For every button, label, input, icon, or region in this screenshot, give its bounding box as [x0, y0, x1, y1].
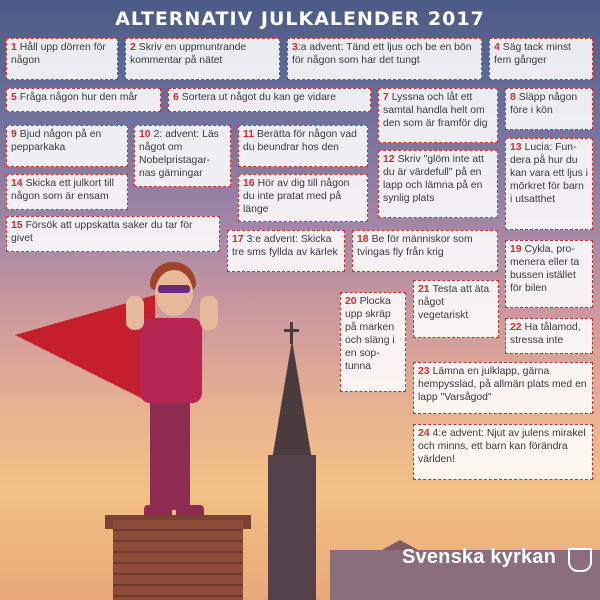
entry-text: Skriv en uppmuntrande kommentar på nätet — [130, 42, 247, 66]
entry-number: 7 — [383, 92, 389, 103]
calendar-entry-10 — [134, 125, 231, 187]
entry-number: 16 — [243, 178, 255, 189]
calendar-entry-2 — [125, 38, 280, 80]
entry-number: 14 — [11, 178, 23, 189]
entry-text: Släpp någon före i kön — [510, 92, 578, 116]
calendar-entry-22 — [505, 318, 593, 354]
entry-text: Plocka upp skräp på marken och släng i en sop-tunna — [345, 296, 395, 372]
entry-number: 10 — [139, 129, 151, 140]
calendar-entry-1 — [6, 38, 118, 80]
entry-text: :a advent: Tänd ett ljus och be en bön för någon som har det tungt — [292, 42, 472, 66]
calendar-entry-7 — [378, 88, 498, 143]
church-tower — [268, 455, 316, 600]
entry-number: 2 — [130, 42, 136, 53]
entry-text: Be för människor som tvingas fly från krig — [357, 234, 473, 258]
calendar-entry-3 — [287, 38, 482, 80]
entry-number: 3 — [292, 42, 298, 53]
entry-text: Skicka ett julkort till någon som är ensam — [11, 178, 114, 202]
church-spire — [272, 340, 312, 460]
entry-text: Säg tack minst fem gånger — [494, 42, 571, 66]
entry-number: 24 — [418, 428, 430, 439]
calendar-entry-20 — [340, 292, 406, 392]
calendar-entry-11 — [238, 125, 368, 167]
calendar-entry-23 — [413, 362, 593, 414]
calendar-entry-12 — [378, 150, 498, 218]
calendar-entry-21 — [413, 280, 499, 338]
girl-head — [155, 270, 193, 316]
logo-text: Svenska kyrkan — [402, 546, 557, 568]
girl-arm-left — [126, 296, 144, 330]
entry-number: 17 — [232, 234, 244, 245]
church-cross-horizontal — [284, 329, 299, 332]
entry-number: 15 — [11, 220, 23, 231]
entry-text: Fråga någon hur den mår — [19, 92, 138, 103]
entry-number: 18 — [357, 234, 369, 245]
entry-number: 21 — [418, 284, 430, 295]
entry-number: 22 — [510, 322, 522, 333]
entry-text: 2: advent: Läs något om Nobelpristagar-nas gärningar — [139, 129, 219, 179]
girl-legs — [150, 395, 190, 510]
entry-number: 6 — [173, 92, 179, 103]
entry-text: Skriv "glöm inte att du är värdefull" på en lapp och lämna på en synlig plats — [383, 154, 484, 204]
church-shield-icon — [568, 548, 592, 572]
calendar-entry-16 — [238, 174, 368, 222]
entry-text: Cykla, pro-menera eller ta bussen istället för bilen — [510, 244, 580, 294]
entry-number: 19 — [510, 244, 522, 255]
entry-text: Testa att äta något vegetariskt — [418, 284, 490, 321]
entry-number: 11 — [243, 129, 254, 140]
calendar-entry-13 — [505, 138, 593, 230]
calendar-entry-19 — [505, 240, 593, 308]
calendar-entry-5 — [6, 88, 161, 112]
entry-number: 4 — [494, 42, 500, 53]
calendar-entry-4 — [489, 38, 593, 80]
entry-text: Försök att uppskatta saker du tar för givet — [11, 220, 193, 244]
page-title: ALTERNATIV JULKALENDER 2017 — [115, 8, 485, 30]
girl-mask — [158, 285, 190, 293]
entry-number: 13 — [510, 142, 522, 153]
calendar-entry-6 — [168, 88, 371, 112]
calendar-entry-24 — [413, 424, 593, 480]
entry-text: Hör av dig till någon du inte pratat med på länge — [243, 178, 350, 215]
entry-text: Ha tålamod, stressa inte — [510, 322, 581, 346]
entry-text: Sortera ut något du kan ge vidare — [181, 92, 337, 103]
entry-number: 23 — [418, 366, 430, 377]
calendar-entry-8 — [505, 88, 593, 130]
entry-text: Berätta för någon vad du beundrar hos den — [243, 129, 357, 153]
calendar-entry-9 — [6, 125, 128, 167]
calendar-entry-18 — [352, 230, 498, 272]
chimney — [113, 520, 243, 600]
entry-text: Lämna en julklapp, gärna hempysslad, på allmän plats med en lapp "Varsågod" — [418, 366, 587, 403]
girl-body — [140, 318, 202, 403]
entry-number: 12 — [383, 154, 395, 165]
entry-number: 9 — [11, 129, 17, 140]
entry-text: Lyssna och låt ett samtal handla helt om den som är framför dig — [383, 92, 488, 129]
entry-number: 1 — [11, 42, 17, 53]
calendar-entry-15 — [6, 216, 220, 252]
entry-number: 8 — [510, 92, 516, 103]
entry-text: 3:e advent: Skicka tre sms fyllda av kärlek — [232, 234, 338, 258]
entry-text: Bjud någon på en pepparkaka — [11, 129, 102, 153]
entry-number: 20 — [345, 296, 357, 307]
entry-text: 4:e advent: Njut av julens mirakel och minns, ett barn kan förändra världen! — [418, 428, 586, 465]
girl-arm-right — [200, 296, 218, 330]
calendar-entry-17 — [227, 230, 345, 272]
entry-text: Håll upp dörren för någon — [11, 42, 106, 66]
entry-text: Lucia: Fun-dera på hur du kan vara ett ljus i mörkret för barn i utsatthet — [510, 142, 588, 205]
entry-number: 5 — [11, 92, 17, 103]
calendar-entry-14 — [6, 174, 128, 210]
